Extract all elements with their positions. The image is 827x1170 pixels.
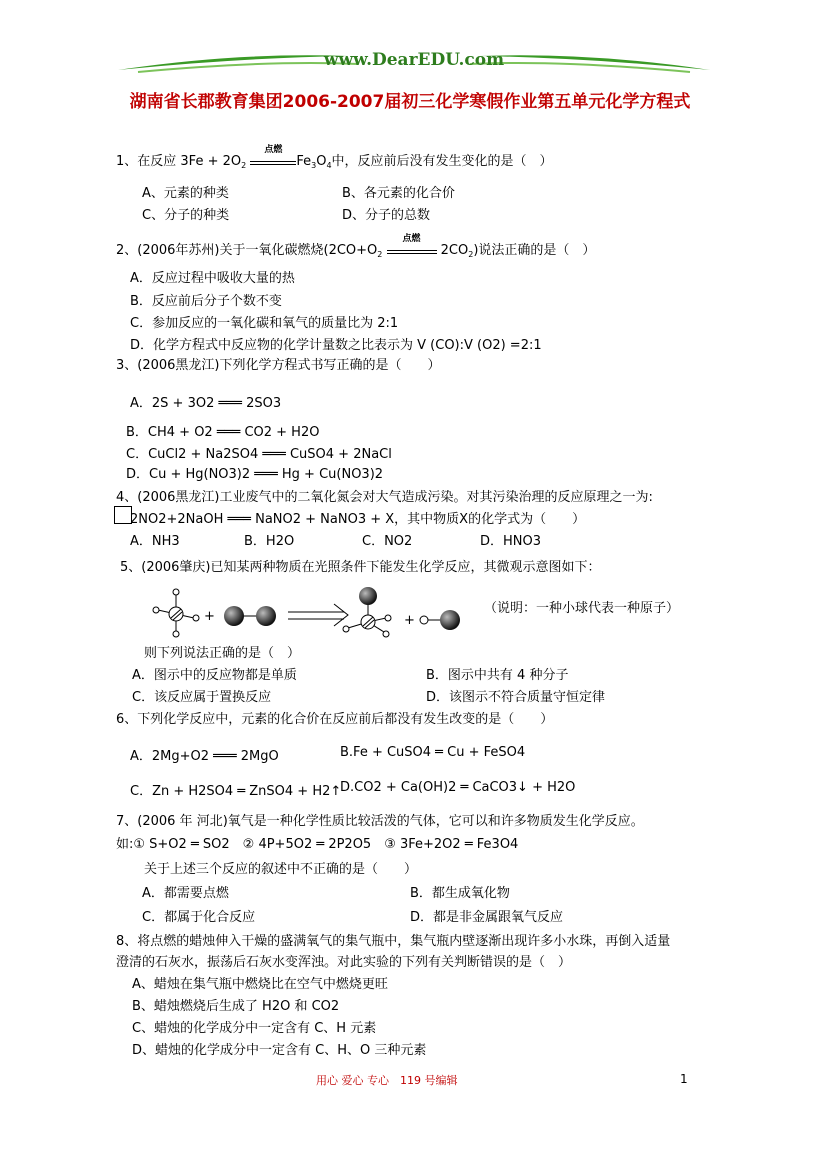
q3-stem: 3、(2006黑龙江)下列化学方程式书写正确的是（ ） — [116, 358, 441, 373]
q4-option-a: A．NH3 — [130, 534, 180, 549]
q7-stem: 7、(2006 年 河北)氧气是一种化学性质比较活泼的气体，它可以和许多物质发生化学反应。 — [116, 814, 644, 829]
q1-option-a: A、元素的种类 — [142, 186, 229, 201]
page-number: 1 — [680, 1072, 688, 1086]
q4-stem: 4、(2006黑龙江)工业废气中的二氧化氮会对大气造成污染。对其污染治理的反应原理之一为: — [116, 490, 653, 505]
reaction-condition: 点燃 — [250, 154, 296, 165]
q3-option-b: B．CH4 + O2 ═══ CO2 + H2O — [126, 425, 320, 440]
q6-option-a: A．2Mg+O2 ═══ 2MgO — [130, 749, 279, 764]
q8-stem-line1: 8、将点燃的蜡烛伸入干燥的盛满氧气的集气瓶中，集气瓶内壁逐渐出现许多小水珠，再倒入适量 — [116, 934, 671, 949]
q5-option-c: C．该反应属于置换反应 — [132, 690, 272, 705]
reaction-condition: 点燃 — [387, 243, 437, 254]
q6-option-d: D.CO2 + Ca(OH)2 ═ CaCO3↓ + H2O — [340, 780, 576, 795]
svg-text:+: + — [204, 609, 215, 624]
q5-lead: 则下列说法正确的是（ ） — [144, 646, 301, 661]
q3-option-d: D．Cu + Hg(NO3)2 ═══ Hg + Cu(NO3)2 — [126, 467, 384, 482]
q8-option-d: D、蜡烛的化学成分中一定含有 C、H、O 三种元素 — [132, 1043, 427, 1058]
page-title: 湖南省长郡教育集团2006-2007届初三化学寒假作业第五单元化学方程式 — [129, 92, 691, 112]
product-molecule-1 — [343, 587, 391, 637]
q6-stem: 6、下列化学反应中，元素的化合价在反应前后都没有发生改变的是（ ） — [116, 712, 554, 727]
q1-option-d: D、分子的总数 — [342, 208, 431, 223]
q4-option-c: C．NO2 — [362, 534, 413, 549]
q7-option-a: A．都需要点燃 — [142, 886, 229, 901]
q2-option-d: D．化学方程式中反应物的化学计量数之比表示为 V (CO):V (O2) =2:1 — [130, 338, 542, 353]
q2-option-a: A．反应过程中吸收大量的热 — [130, 271, 295, 286]
q4-option-d: D．HNO3 — [480, 534, 542, 549]
q7-option-d: D．都是非金属跟氧气反应 — [410, 910, 564, 925]
q2-option-c: C．参加反应的一氧化碳和氧气的质量比为 2:1 — [130, 316, 399, 331]
reaction-arrow — [288, 604, 348, 626]
reaction-diagram — [148, 582, 478, 648]
q7-option-c: C．都属于化合反应 — [142, 910, 256, 925]
q5-option-d: D．该图示不符合质量守恒定律 — [426, 690, 606, 705]
q7-lead: 关于上述三个反应的叙述中不正确的是（ ） — [144, 862, 418, 877]
svg-text:+: + — [404, 613, 415, 628]
q6-option-c: C．Zn + H2SO4 ═ ZnSO4 + H2↑ — [130, 784, 342, 799]
q8-option-c: C、蜡烛的化学成分中一定含有 C、H 元素 — [132, 1021, 377, 1036]
q4-equation: 2NO2+2NaOH ═══ NaNO2 + NaNO3 + X，其中物质X的化学式为（ ） — [130, 512, 586, 527]
q7-option-b: B．都生成氧化物 — [410, 886, 510, 901]
q8-option-b: B、蜡烛燃烧后生成了 H2O 和 CO2 — [132, 999, 340, 1014]
q1-option-c: C、分子的种类 — [142, 208, 230, 223]
reactant-molecule-1 — [153, 589, 199, 637]
q4-option-b: B．H2O — [244, 534, 295, 549]
q6-option-b: B.Fe + CuSO4 ═ Cu + FeSO4 — [340, 745, 526, 760]
q8-stem-line2: 澄清的石灰水，振荡后石灰水变浑浊。对此实验的下列有关判断错误的是（ ） — [116, 955, 572, 970]
q2-option-b: B．反应前后分子个数不变 — [130, 294, 282, 309]
q3-option-c: C．CuCl2 + Na2SO4 ═══ CuSO4 + 2NaCl — [126, 447, 392, 462]
q1-option-b: B、各元素的化合价 — [342, 186, 455, 201]
product-molecule-2 — [420, 610, 460, 630]
q7-equations: 如:① S+O2 ═ SO2 ② 4P+5O2 ═ 2P2O5 ③ 3Fe+2O2 ═ Fe3O4 — [116, 837, 519, 852]
q5-option-b: B．图示中共有 4 种分子 — [426, 668, 569, 683]
site-url: www.DearEDU.com — [323, 50, 505, 70]
q5-option-a: A．图示中的反应物都是单质 — [132, 668, 297, 683]
q3-option-a: A．2S + 3O2 ═══ 2SO3 — [130, 396, 282, 411]
reactant-molecule-2 — [224, 606, 276, 626]
footer-text: 用心 爱心 专心 119 号编辑 — [316, 1074, 458, 1087]
site-banner — [118, 44, 710, 80]
q8-option-a: A、蜡烛在集气瓶中燃烧比在空气中燃烧更旺 — [132, 977, 388, 992]
q1-stem: 1、在反应 $3Fe + 2O_2$ 点燃 $Fe_3O_4$中，反应前后没有发生变化的是（ ） — [116, 145, 553, 170]
q2-stem: 2、(2006年苏州)关于一氧化碳燃烧($2CO+O_2$ 点燃 $2CO_2$)说法正确的是（ ） — [116, 234, 596, 259]
q5-stem: 5、(2006肇庆)已知某两种物质在光照条件下能发生化学反应，其微观示意图如下： — [120, 560, 601, 575]
q5-note: （说明：一种小球代表一种原子） — [484, 601, 680, 616]
